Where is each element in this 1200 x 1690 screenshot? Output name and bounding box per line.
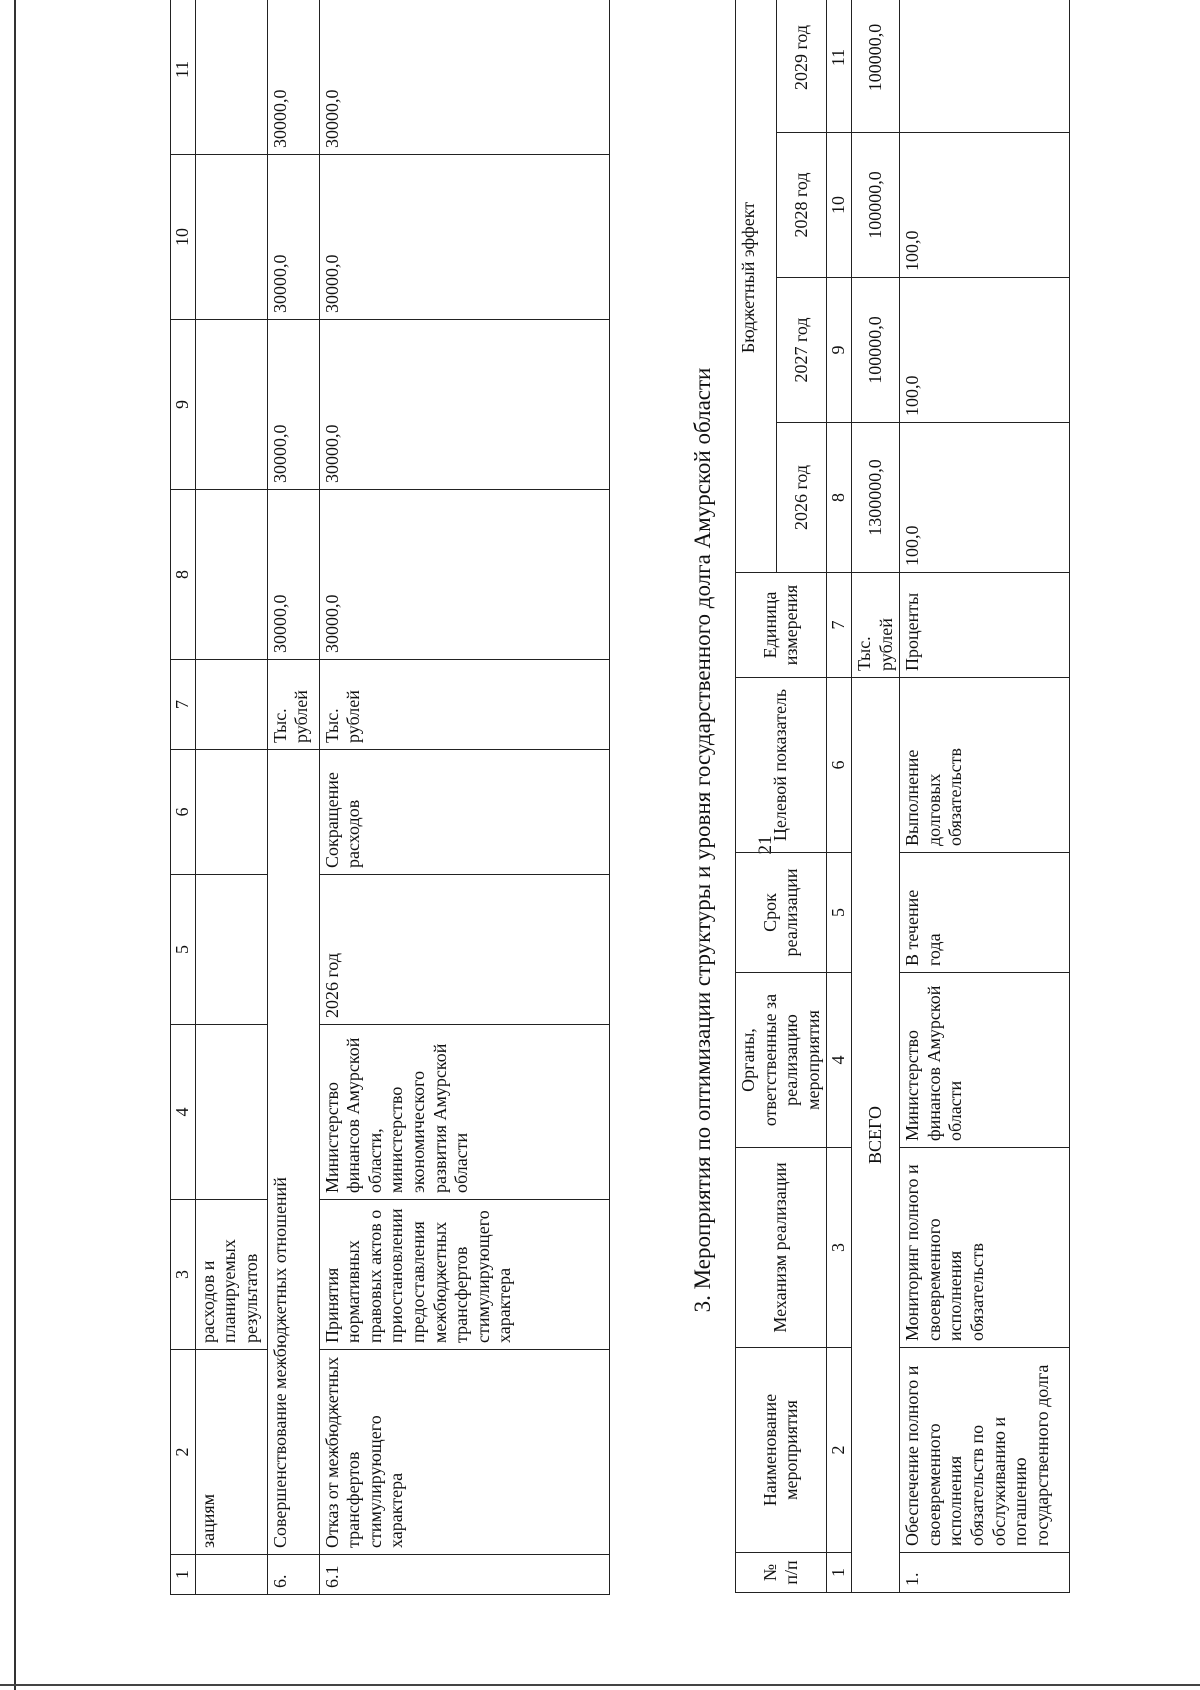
column-index: 10 [827,133,852,278]
table-cell [195,875,267,1025]
header-indicator: Целевой показатель [736,678,827,853]
value-cell: 30000,0 [267,490,319,660]
unit-cell: Проценты [900,573,1070,678]
item-responsible: Министерство финансов Амурской области, министерство экономического развития Амурской области [319,1025,609,1200]
column-index: 7 [827,573,852,678]
header-name: Наименование мероприятия [736,1348,827,1553]
column-index: 10 [171,155,196,320]
header-responsible: Органы, ответственные за реализацию мероприятия [736,973,827,1148]
column-index: 4 [171,1025,196,1200]
item-term: 2026 год [319,875,609,1025]
value-cell: 30000,0 [319,490,609,660]
value-cell: 100000,0 [851,0,899,133]
value-cell: 30000,0 [319,0,609,155]
header-number: № п/п [736,1553,827,1593]
item-term: В течение года [900,853,1070,973]
item-mechanism: Мониторинг полного и своевременного исполнения обязательств [900,1148,1070,1348]
table-cell: зациям [195,1350,267,1555]
item-responsible: Министерство финансов Амурской области [900,973,1070,1148]
page-number: 21 [755,835,776,855]
debt-measures-table [735,0,1070,1593]
value-cell: 100000,0 [851,133,899,278]
section-heading: 3. Мероприятия по оптимизации структуры и уровня государственного долга Амурской области [690,367,715,1313]
table-cell [195,490,267,660]
column-index: 11 [171,0,196,155]
table-row [319,0,609,1595]
header-year: 2028 год [776,133,827,278]
value-cell: 100000,0 [851,278,899,423]
column-index: 9 [171,320,196,490]
column-index: 1 [171,1555,196,1595]
item-mechanism: Принятия нормативных правовых актов о приостановлении предоставления межбюджетных трансфертов стимулирующего характера [319,1200,609,1350]
table-cell [195,750,267,875]
value-cell: 100,0 [900,278,1070,423]
header-year: 2026 год [776,423,827,573]
header-year: 2029 год [776,0,827,133]
table-cell [195,660,267,750]
item-name: Обеспечение полного и своевременного исполнения обязательств по обслуживанию и погашению государственного долга [900,1348,1070,1553]
header-term: Срок реализации [736,853,827,973]
header-unit: Единица измерения [736,573,827,678]
header-row [736,0,777,1593]
value-cell: 30000,0 [319,320,609,490]
column-index: 11 [827,0,852,133]
total-label: ВСЕГО [851,678,899,1593]
table-cell [195,1025,267,1200]
column-index: 7 [171,660,196,750]
table-row [900,0,1070,1593]
table-cell [195,155,267,320]
value-cell: 30000,0 [267,155,319,320]
value-cell: 30000,0 [319,155,609,320]
unit-cell: Тыс. рублей [319,660,609,750]
table-cell [195,1555,267,1595]
header-mechanism: Механизм реализации [736,1148,827,1348]
continuation-table [170,0,610,1595]
item-name: Отказ от межбюджетных трансфертов стимулирующего характера [319,1350,609,1555]
column-index: 6 [827,678,852,853]
unit-cell: Тыс. рублей [267,660,319,750]
header-budget-effect: Бюджетный эффект [736,0,777,573]
section-title: Совершенствование межбюджетных отношений [267,750,319,1555]
total-row [851,0,899,1593]
value-cell: 30000,0 [267,0,319,155]
item-indicator: Выполнение долговых обязательств [900,678,1070,853]
value-cell: 30000,0 [267,320,319,490]
column-index: 3 [171,1200,196,1350]
table-row [195,0,267,1595]
column-index: 9 [827,278,852,423]
column-index: 8 [827,423,852,573]
section-row [267,0,319,1595]
unit-cell: Тыс. рублей [851,573,899,678]
value-cell: 100,0 [900,423,1070,573]
header-year: 2027 год [776,278,827,423]
section-number: 6. [267,1555,319,1595]
column-index: 6 [171,750,196,875]
column-index: 5 [827,853,852,973]
value-cell [900,0,1070,133]
table-cell [195,0,267,155]
column-index-row [171,0,196,1595]
value-cell: 1300000,0 [851,423,899,573]
item-indicator: Сокращение расходов [319,750,609,875]
value-cell: 100,0 [900,133,1070,278]
column-index: 1 [827,1553,852,1593]
column-index-row [827,0,852,1593]
column-index: 2 [171,1350,196,1555]
item-number: 6.1 [319,1555,609,1595]
table-cell: расходов и планируемых результатов [195,1200,267,1350]
item-number: 1. [900,1553,1070,1593]
column-index: 4 [827,973,852,1148]
column-index: 3 [827,1148,852,1348]
column-index: 5 [171,875,196,1025]
column-index: 8 [171,490,196,660]
table-cell [195,320,267,490]
column-index: 2 [827,1348,852,1553]
